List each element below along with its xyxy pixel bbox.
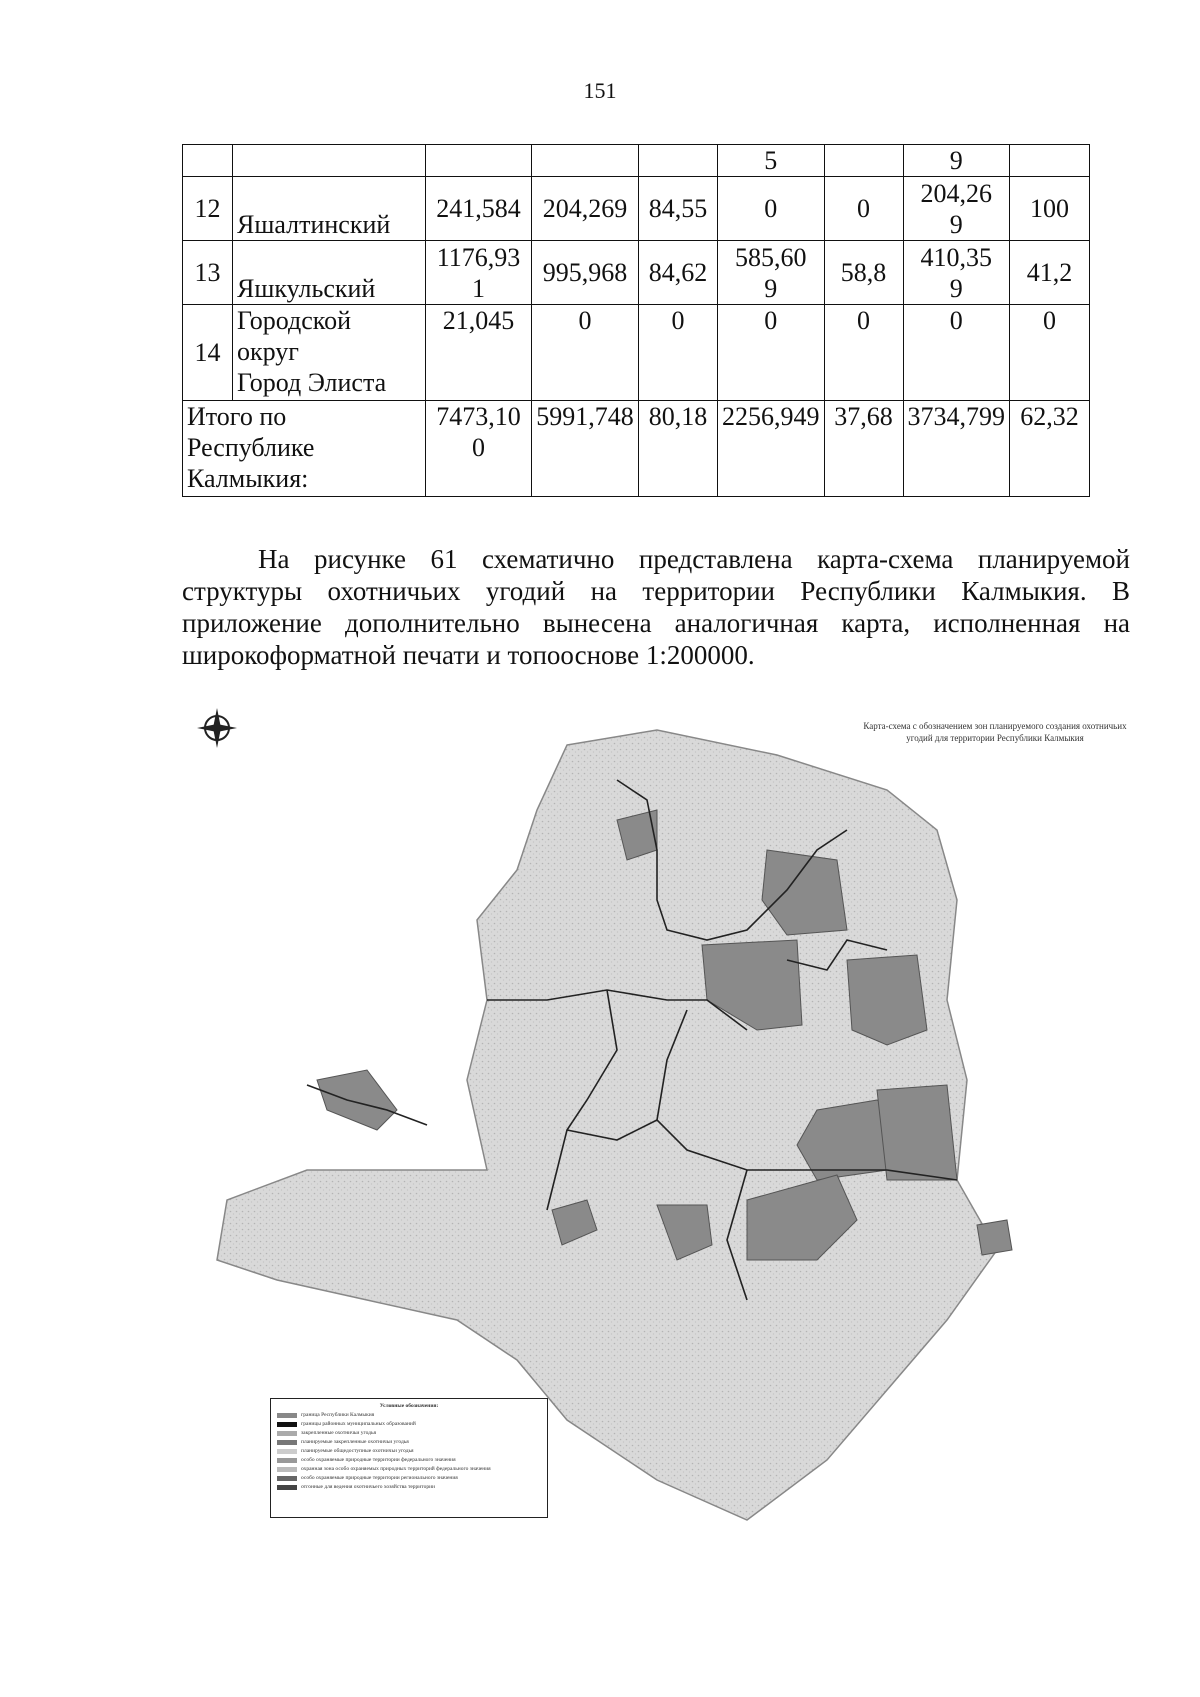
legend-item (277, 1456, 541, 1465)
cell-value: 995,968 (532, 241, 639, 305)
total-value: 37,68 (824, 401, 903, 497)
cell-value: 1176,93 1 (426, 241, 532, 305)
row-number: 13 (183, 241, 233, 305)
total-value: 2256,949 (718, 401, 825, 497)
total-label: Итого по Республике Калмыкия: (183, 401, 426, 497)
total-value: 5991,748 (532, 401, 639, 497)
table-total-row (183, 401, 1090, 497)
table-row (183, 305, 1090, 401)
map-legend (270, 1398, 548, 1518)
total-value: 3734,799 (903, 401, 1010, 497)
legend-item (277, 1438, 541, 1447)
compass-rose-icon (197, 708, 237, 748)
map-title: Карта-схема с обозначением зон планируемого создания охотничьих угодий для территории Республики Калмыкия (863, 721, 1127, 743)
header-cell (639, 145, 718, 177)
legend-label: особо охраняемые природные территории федерального значения (301, 1457, 456, 1463)
legend-swatch (277, 1431, 297, 1436)
cell-value: 21,045 (426, 305, 532, 401)
legend-label: граница Республики Калмыкия (301, 1412, 375, 1418)
cell-value: 410,35 9 (903, 241, 1010, 305)
cell-value: 0 (639, 305, 718, 401)
table-row (183, 241, 1090, 305)
legend-title: Условные обозначения: (379, 1403, 439, 1409)
header-cell (233, 145, 426, 177)
header-cell: 5 (718, 145, 825, 177)
legend-label: планируемые закрепленные охотничьи угодья (301, 1439, 409, 1445)
header-cell: 9 (903, 145, 1010, 177)
legend-swatch (277, 1449, 297, 1454)
header-cell (183, 145, 233, 177)
row-number: 14 (183, 305, 233, 401)
cell-value: 84,55 (639, 177, 718, 241)
cell-value: 204,26 9 (903, 177, 1010, 241)
legend-swatch (277, 1440, 297, 1445)
legend-item (277, 1474, 541, 1483)
header-cell (824, 145, 903, 177)
cell-value: 0 (718, 305, 825, 401)
cell-value: 0 (1010, 305, 1090, 401)
cell-value: 58,8 (824, 241, 903, 305)
legend-swatch (277, 1485, 297, 1490)
legend-swatch (277, 1458, 297, 1463)
legend-swatch (277, 1476, 297, 1481)
page-number: 151 (583, 78, 617, 103)
legend-swatch (277, 1467, 297, 1472)
cell-value: 100 (1010, 177, 1090, 241)
legend-item (277, 1447, 541, 1456)
header-cell (426, 145, 532, 177)
legend-item (277, 1483, 541, 1492)
legend-item (277, 1465, 541, 1474)
legend-swatch (277, 1413, 297, 1418)
legend-swatch (277, 1422, 297, 1427)
cell-value: 84,62 (639, 241, 718, 305)
cell-value: 0 (532, 305, 639, 401)
legend-label: границы районных муниципальных образований (301, 1421, 416, 1427)
table-row (183, 177, 1090, 241)
total-value: 80,18 (639, 401, 718, 497)
hunting-grounds-table (182, 144, 1090, 497)
cell-value: 0 (824, 177, 903, 241)
row-number: 12 (183, 177, 233, 241)
district-name: Яшалтинский (233, 177, 426, 241)
table-header-row (183, 145, 1090, 177)
cell-value: 585,60 9 (718, 241, 825, 305)
total-value: 7473,10 0 (426, 401, 532, 497)
cell-value: 0 (718, 177, 825, 241)
total-value: 62,32 (1010, 401, 1090, 497)
legend-item (277, 1411, 541, 1420)
cell-value: 0 (824, 305, 903, 401)
header-cell (1010, 145, 1090, 177)
header-cell (532, 145, 639, 177)
cell-value: 0 (903, 305, 1010, 401)
legend-item (277, 1420, 541, 1429)
legend-label: особо охраняемые природные территории регионального значения (301, 1475, 458, 1481)
cell-value: 41,2 (1010, 241, 1090, 305)
district-name: Яшкульский (233, 241, 426, 305)
district-name: Городской округ Город Элиста (233, 305, 426, 401)
legend-label: закрепленные охотничьи угодья (301, 1430, 377, 1436)
cell-value: 204,269 (532, 177, 639, 241)
legend-item (277, 1429, 541, 1438)
legend-label: отгонные для ведения охотничьего хозяйства территории (301, 1484, 435, 1490)
legend-label: охранная зона особо охраняемых природных территорий федерального значения (301, 1466, 491, 1472)
legend-label: планируемые общедоступные охотничьи угодья (301, 1448, 414, 1454)
body-paragraph: На рисунке 61 схематично представлена карта-схема планируемой структуры охотничьих угодий на территории Республики Калмыкия. В приложение дополнительно вынесена аналогичная карта, исполненная на широкоформатной печати и топооснове 1:200000. (182, 544, 1130, 670)
cell-value: 241,584 (426, 177, 532, 241)
